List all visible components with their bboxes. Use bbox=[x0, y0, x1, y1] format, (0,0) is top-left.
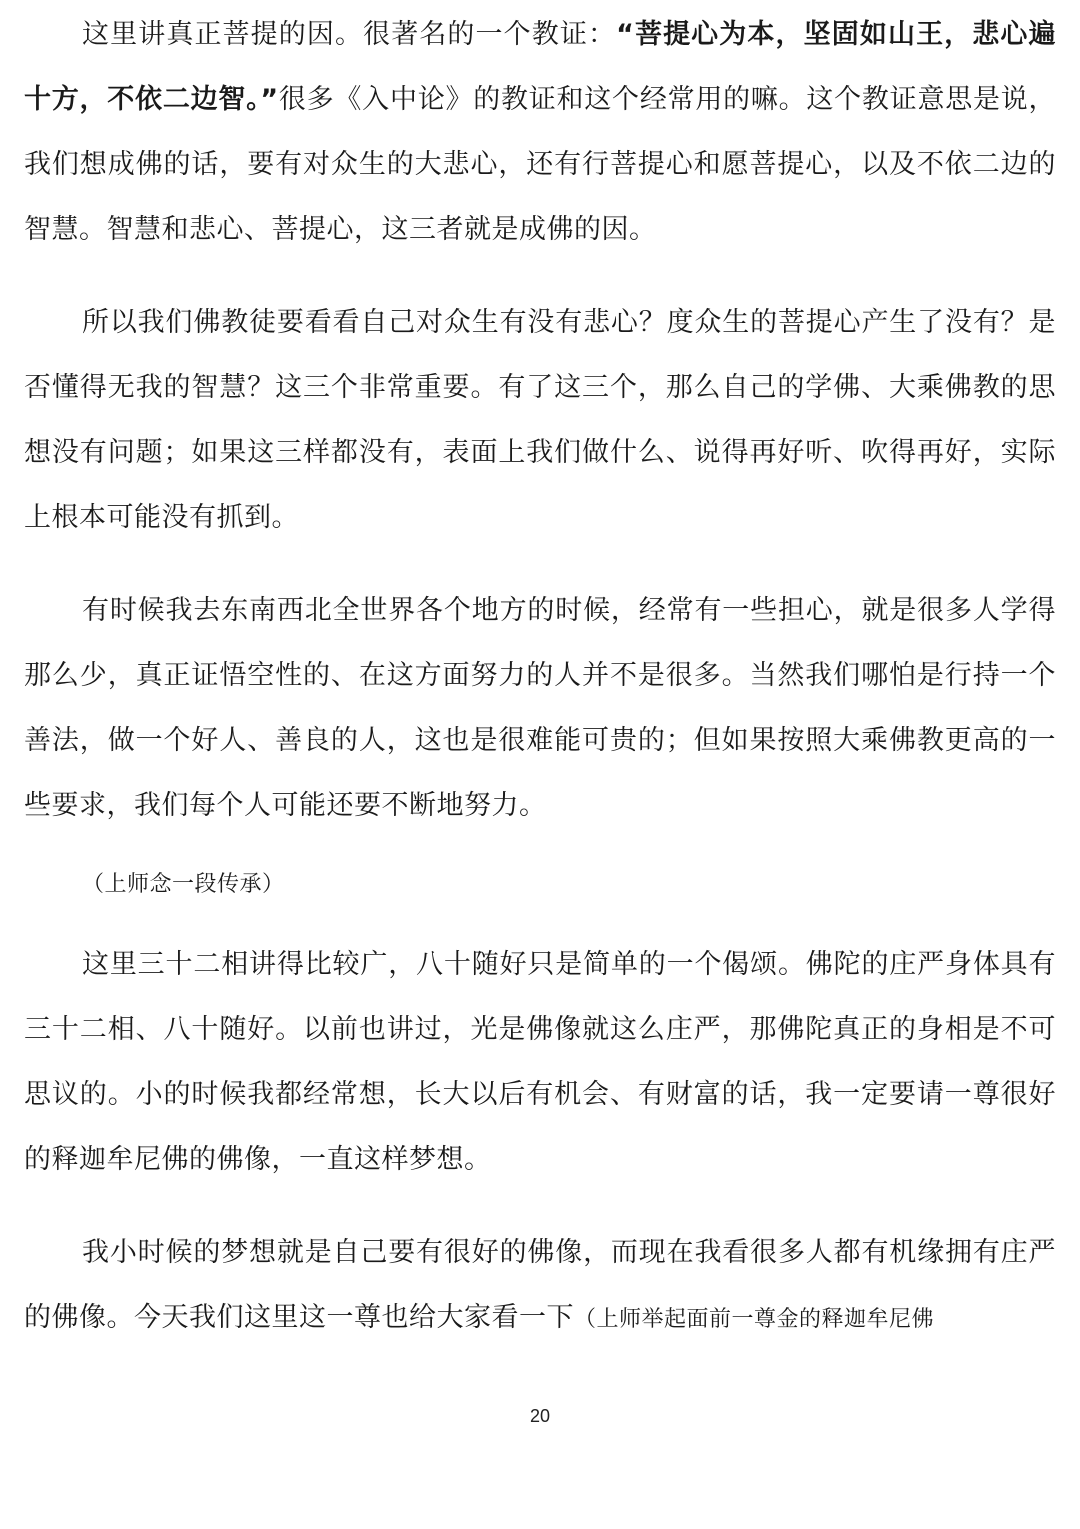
paragraph-spacer bbox=[24, 1192, 1056, 1220]
paragraph-1-text: 这里讲真正菩提的因。很著名的一个教证： bbox=[82, 19, 617, 50]
paragraph-5-text: 我小时候的梦想就是自己要有很好的佛像，而现在我看很多人都有机缘拥有庄严的佛像。今天我们这里这一尊也给大家看一下 bbox=[24, 1237, 1056, 1333]
paragraph-spacer bbox=[24, 910, 1056, 932]
paragraph-spacer bbox=[24, 262, 1056, 290]
paragraph-spacer bbox=[24, 838, 1056, 860]
paragraph-1 bbox=[24, 2, 1056, 262]
paragraph-5 bbox=[24, 1220, 1056, 1352]
document-body bbox=[24, 2, 1056, 1352]
paragraph-5-aside: （上师举起面前一尊金的释迦牟尼佛 bbox=[574, 1307, 935, 1332]
page-number: 20 bbox=[529, 1406, 551, 1426]
paragraph-1-continuation: 很多《入中论》的教证和这个经常用的嘛。这个教证意思是说，我们想成佛的话，要有对众生的大悲心，还有行菩提心和愿菩提心，以及不依二边的智慧。智慧和悲心、菩提心，这三者就是成佛的因。 bbox=[24, 84, 1057, 245]
paragraph-3: 有时候我去东南西北全世界各个地方的时候，经常有一些担心，就是很多人学得那么少，真正证悟空性的、在这方面努力的人并不是很多。当然我们哪怕是行持一个善法，做一个好人、善良的人，这也是很难能可贵的；但如果按照大乘佛教更高的一些要求，我们每个人可能还要不断地努力。 bbox=[24, 595, 1056, 821]
paragraph-spacer bbox=[24, 550, 1056, 578]
paragraph-1-quote: “菩提心为本，坚固如山王，悲心遍十方，不依二边智。” bbox=[24, 19, 1057, 115]
paragraph-2: 所以我们佛教徒要看看自己对众生有没有悲心？度众生的菩提心产生了没有？是否懂得无我的智慧？这三个非常重要。有了这三个，那么自己的学佛、大乘佛教的思想没有问题；如果这三样都没有，表面上我们做什么、说得再好听、吹得再好，实际上根本可能没有抓到。 bbox=[24, 307, 1056, 533]
paragraph-4: 这里三十二相讲得比较广，八十随好只是简单的一个偈颂。佛陀的庄严身体具有三十二相、八十随好。以前也讲过，光是佛像就这么庄严，那佛陀真正的身相是不可思议的。小的时候我都经常想，长大以后有机会、有财富的话，我一定要请一尊很好的释迦牟尼佛的佛像，一直这样梦想。 bbox=[24, 949, 1056, 1175]
transmission-note: （上师念一段传承） bbox=[82, 872, 285, 897]
